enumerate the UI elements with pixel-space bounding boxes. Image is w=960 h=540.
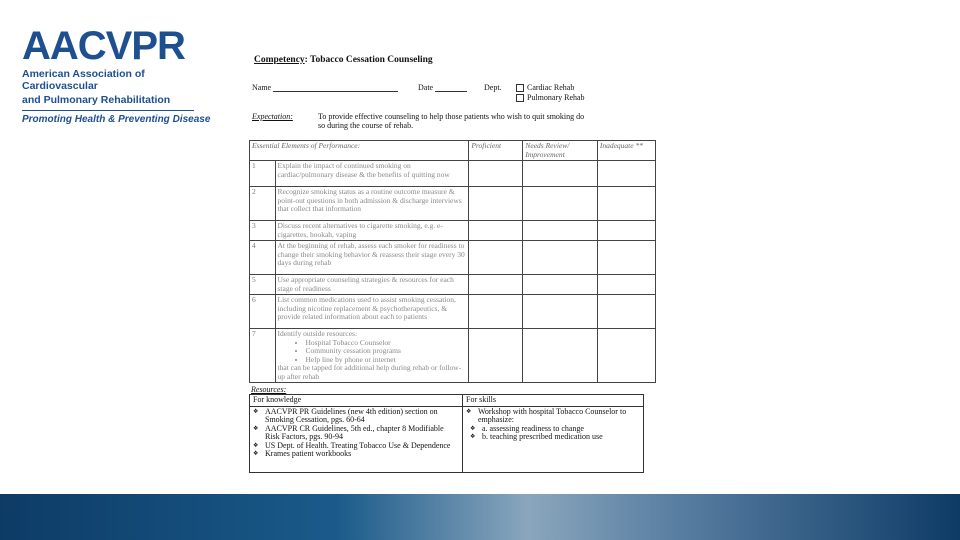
proficient-cell[interactable] [469,295,523,329]
skills-list [466,408,640,425]
table-row [250,241,656,275]
inadequate-cell[interactable] [597,221,655,241]
logo-subtitle-2: and Pulmonary Rehabilitation [22,94,171,106]
row-text: Explain the impact of continued smoking on cardiac/pulmonary disease & the benefits of quitting now [275,161,469,187]
skills-cell [463,406,644,472]
list-item: • Community cessation programs [306,347,467,356]
row-text: Identify outside resources: [277,329,358,338]
dept-option-pulmonary[interactable] [516,93,585,102]
table-row [250,329,656,383]
row-number: 6 [250,295,276,329]
resources-header-row [250,395,644,407]
row-number: 1 [250,161,276,187]
inadequate-cell[interactable] [597,161,655,187]
name-field[interactable] [273,83,398,92]
competency-value: Tobacco Cessation Counseling [310,55,433,65]
needs-review-header: Needs Review/ Improvement [523,141,597,161]
list-item: • Hospital Tobacco Counselor [306,339,467,348]
row-number: 5 [250,275,276,295]
row-text-tail: that can be tapped for additional help during rehab or follow-up after rehab [277,363,462,381]
needs-review-cell[interactable] [523,329,597,383]
needs-review-cell[interactable] [523,275,597,295]
list-item: ❖ Workshop with hospital Tobacco Counselor to emphasize: [478,408,640,425]
inadequate-header: Inadequate ** [597,141,655,161]
resources-table [249,394,644,473]
date-label: Date [418,83,434,92]
competency-title: Competency: Tobacco Cessation Counseling [254,55,433,65]
outside-resources-list [278,339,467,365]
table-row [250,187,656,221]
inadequate-cell[interactable] [597,295,655,329]
row-number: 4 [250,241,276,275]
row-number: 2 [250,187,276,221]
row-text: Discuss recent alternatives to cigarette smoking, e.g. e-cigarettes, hookah, vaping [275,221,469,241]
list-item: ❖ Krames patient workbooks [265,450,459,459]
inadequate-cell[interactable] [597,275,655,295]
logo-tagline: Promoting Health & Preventing Disease [22,114,211,125]
needs-review-cell[interactable] [523,241,597,275]
table-row [250,161,656,187]
row-text: Use appropriate counseling strategies & resources for each stage of readiness [275,275,469,295]
expectation-line-1: To provide effective counseling to help those patients who wish to quit smoking do [318,112,585,121]
row-text-resources [275,329,469,383]
list-item: ❖ AACVPR PR Guidelines (new 4th edition) section on Smoking Cessation, pgs. 60-64 [265,408,459,425]
list-item: • Help line by phone or internet [306,356,467,365]
table-row [250,275,656,295]
logo-subtitle-1: American Association of Cardiovascular [22,68,145,92]
row-text: Recognize smoking status as a routine outcome measure & point-out questions in both admission & discharge interviews that collect that information [275,187,469,221]
row-text: List common medications used to assist smoking cessation, including nicotine replacement & psychotherapeutics, & provide related information about each to patients [275,295,469,329]
list-item: ❖ AACVPR CR Guidelines, 5th ed., chapter 8 Modifiable Risk Factors, pgs. 90-94 [265,425,459,442]
list-item: ❖ b. teaching prescribed medication use [482,433,640,442]
needs-review-cell[interactable] [523,295,597,329]
aacvpr-logo [22,26,212,125]
skills-header: For skills [463,395,644,407]
evaluation-header-row [250,141,656,161]
date-field[interactable] [435,83,467,92]
checkbox-icon[interactable] [516,84,524,92]
inadequate-cell[interactable] [597,241,655,275]
expectation-label: Expectation: [252,112,293,121]
resources-body-row [250,406,644,472]
proficient-cell[interactable] [469,241,523,275]
knowledge-header: For knowledge [250,395,463,407]
list-item: ❖ US Dept. of Health. Treating Tobacco Use & Dependence [265,442,459,451]
logo-wordmark: AACVPR [22,24,185,68]
dept-option-label: Cardiac Rehab [527,83,575,92]
checkbox-icon[interactable] [516,94,524,102]
dept-label: Dept. [484,83,502,92]
proficient-header: Proficient [469,141,523,161]
name-label: Name [252,83,272,92]
inadequate-cell[interactable] [597,329,655,383]
resources-label: Resources: [251,385,287,394]
list-item: ❖ a. assessing readiness to change [482,425,640,434]
proficient-cell[interactable] [469,187,523,221]
row-number: 7 [250,329,276,383]
needs-review-cell[interactable] [523,161,597,187]
footer-band [0,494,960,540]
row-number: 3 [250,221,276,241]
needs-review-cell[interactable] [523,221,597,241]
needs-review-cell[interactable] [523,187,597,221]
competency-label: Competency [254,55,305,65]
row-text: At the beginning of rehab, assess each smoker for readiness to change their smoking behavior & reassess their stage every 30 days during rehab [275,241,469,275]
expectation-text [318,112,688,130]
knowledge-list [253,408,459,459]
evaluation-table [249,140,656,383]
table-row [250,295,656,329]
knowledge-cell [250,406,463,472]
inadequate-cell[interactable] [597,187,655,221]
skills-sublist [466,425,640,442]
essential-elements-header: Essential Elements of Performance: [250,141,469,161]
logo-divider [22,110,194,111]
dept-option-label: Pulmonary Rehab [527,93,585,102]
date-row [418,83,467,92]
expectation-line-2: so during the course of rehab. [318,121,414,130]
proficient-cell[interactable] [469,161,523,187]
proficient-cell[interactable] [469,329,523,383]
dept-option-cardiac[interactable] [516,83,574,92]
proficient-cell[interactable] [469,221,523,241]
proficient-cell[interactable] [469,275,523,295]
name-row [252,83,398,92]
table-row [250,221,656,241]
